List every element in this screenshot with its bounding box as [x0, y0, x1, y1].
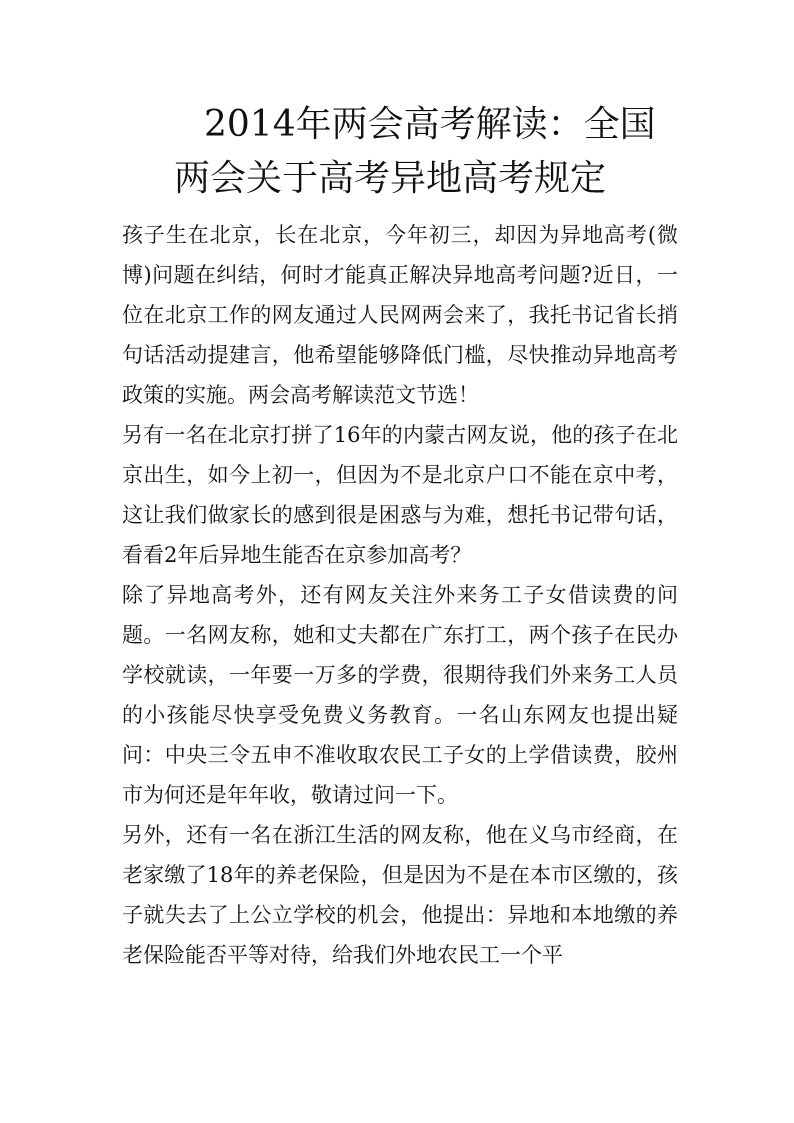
paragraph-2: 另有一名在北京打拼了16年的内蒙古网友说，他的孩子在北京出生，如今上初一，但因为不是北京户口不能在京中考，这让我们做家长的感到很是困惑与为难，想托书记带句话，看看2年后异地生能否在京参加高考？: [122, 423, 678, 567]
title-line-2: 两会关于高考异地高考规定: [174, 158, 607, 199]
paragraph-1: 孩子生在北京，长在北京，今年初三，却因为异地高考(微博)问题在纠结，何时才能真正解决异地高考问题?近日，一位在北京工作的网友通过人民网两会来了，我托书记省长捎句话活动提建言，他希望能够降低门槛，尽快推动异地高考政策的实施。两会高考解读范文节选！: [122, 223, 678, 407]
paragraph-3: 除了异地高考外，还有网友关注外来务工子女借读费的问题。一名网友称，她和丈夫都在广东打工，两个孩子在民办学校就读，一年要一万多的学费，很期待我们外来务工人员的小孩能尽快享受免费义务教育。一名山东网友也提出疑问：中央三令五申不准收取农民工子女的上学借读费，胶州市为何还是年年收，敬请过问一下。: [122, 583, 678, 807]
document-body: [122, 215, 678, 975]
document-title: [120, 98, 680, 206]
paragraph-4: 另外，还有一名在浙江生活的网友称，他在义乌市经商，在老家缴了18年的养老保险，但是因为不是在本市区缴的，孩子就失去了上公立学校的机会，他提出：异地和本地缴的养老保险能否平等对待，给我们外地农民工一个平: [122, 823, 678, 967]
title-line-1: 2014年两会高考解读：全国: [204, 104, 656, 145]
